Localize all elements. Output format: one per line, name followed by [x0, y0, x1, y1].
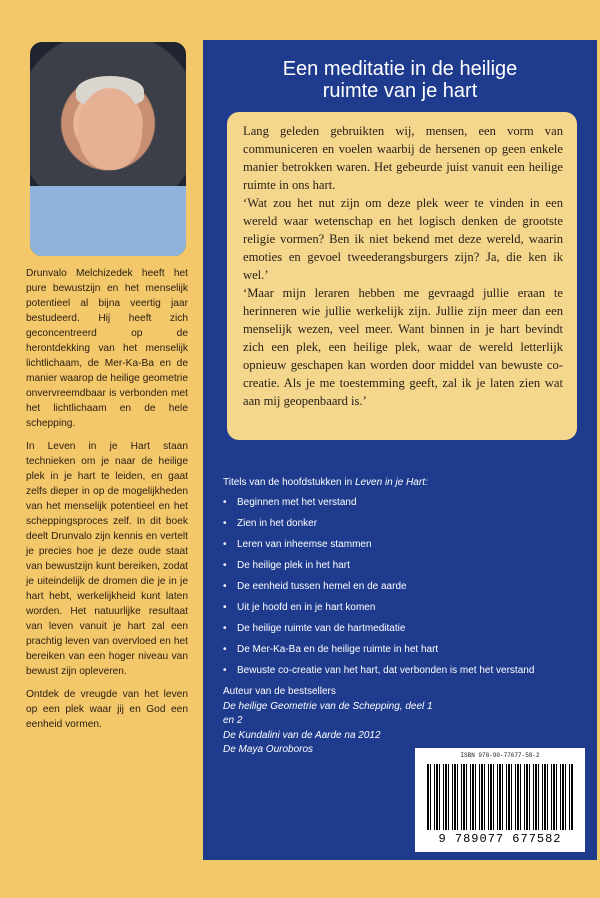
bestseller-title: De Kundalini van de Aarde na 2012 — [223, 729, 381, 741]
quote-paragraph-1: Lang geleden gebruikten wij, mensen, een vorm van communiceren en voelen waarbij de hersenen op geen enkele manier betrokken waren. Het gebeurde juist vanuit een heilige ruimte in ons hart. — [243, 124, 563, 192]
bestseller-title: De Maya Ouroboros — [223, 744, 314, 755]
bio-paragraph-2: In Leven in je Hart staan technieken om je naar de heilige plek in je hart te leiden, en gaat zelfs dieper in op de mogelijkheden van het menselijk potentieel en het scheppingsproces zelf. In dit boek deelt Drunvalo zijn kennis en vertelt je precies hoe je deze oude staat van bewustzijn kunt bereiken, zodat je uiteindelijk de dromen die je in je hart hebt, werkelijkheid kunt laten worden. Het natuurlijke resultaat van leven vanuit je hart zal een prachtig leven van overvloed en het bereiken van een hoger niveau van bewust zijn opleveren. — [26, 441, 188, 677]
bullet-icon: • — [223, 665, 227, 676]
bullet-icon: • — [223, 539, 227, 550]
bullet-icon: • — [223, 497, 227, 508]
barcode — [415, 748, 585, 852]
chapter-title: Bewuste co-creatie van het hart, dat verbonden is met het verstand — [237, 665, 535, 676]
list-item — [223, 664, 583, 678]
bullet-icon: • — [223, 518, 227, 529]
chapter-title: Zien in het donker — [237, 518, 318, 529]
back-cover-title — [203, 58, 597, 102]
author-bio — [26, 266, 188, 740]
bullet-icon: • — [223, 644, 227, 655]
bullet-icon: • — [223, 623, 227, 634]
bestsellers-heading: Auteur van de bestsellers — [223, 686, 336, 697]
bullet-icon: • — [223, 560, 227, 571]
list-item — [223, 580, 583, 594]
quote-box — [227, 112, 577, 440]
author-photo — [30, 42, 186, 256]
chapter-title: De eenheid tussen hemel en de aarde — [237, 581, 407, 592]
chapter-list — [223, 496, 583, 678]
list-item — [223, 601, 583, 615]
chapter-title: De heilige ruimte van de hartmeditatie — [237, 623, 406, 634]
title-line-2: ruimte van je hart — [322, 80, 478, 102]
chapter-title: De heilige plek in het hart — [237, 560, 350, 571]
list-item — [223, 643, 583, 657]
quote-text — [243, 122, 563, 410]
isbn-digits: 9 789077 677582 — [438, 832, 562, 846]
bullet-icon: • — [223, 602, 227, 613]
title-line-1: Een meditatie in de heilige — [282, 58, 518, 80]
photo-face — [78, 88, 142, 170]
quote-paragraph-3: ‘Maar mijn leraren hebben me gevraagd jullie eraan te herinneren wie jullie werkelijk zijn. Jullie zijn meer dan een menselijk wezen, veel meer. Want binnen in je hart bevindt zich een plek, een heilige plek, waar de wereld letterlijk opnieuw geschapen kan worden door middel van bewuste co-creatie. Als je me toestemming geeft, zal ik je laten zien wat aan mij geopenbaard is.’ — [243, 286, 563, 408]
bio-paragraph-1: Drunvalo Melchizedek heeft het pure bewustzijn en het menselijk potentieel al bijna veertig jaar bestudeerd. Hij heeft zich geconcentreerd op de herontdekking van het menselijk lichtlichaam, de Mer-Ka-Ba en de manier waarop de heilige geometrie onvervreemdbaar is verbonden met het lichtlichaam en de hele schepping. — [26, 268, 188, 429]
list-item — [223, 622, 583, 636]
bullet-icon: • — [223, 581, 227, 592]
bestseller-title: De heilige Geometrie van de Schepping, deel 1 en 2 — [223, 700, 433, 726]
chapter-title: Uit je hoofd en in je hart komen — [237, 602, 376, 613]
author-bestsellers — [223, 685, 443, 758]
chapter-title: Leren van inheemse stammen — [237, 539, 372, 550]
chapter-list-section — [223, 476, 583, 685]
photo-shirt — [30, 186, 186, 256]
left-column — [0, 0, 200, 898]
chapter-title: De Mer-Ka-Ba en de heilige ruimte in het hart — [237, 644, 439, 655]
chapters-heading-book: Leven in je Hart: — [354, 477, 428, 488]
quote-paragraph-2: ‘Wat zou het nut zijn om deze plek weer te vinden in een wereld waar wetenschap en het logisch denken de grootste religie vormen? Ben ik niet bekend met deze wereld, waarin emoties en gevoel tweederangsburgers zijn? Ja, die ken ik wel.’ — [243, 196, 563, 282]
chapters-heading — [223, 476, 583, 490]
list-item — [223, 538, 583, 552]
list-item — [223, 517, 583, 531]
barcode-bars — [427, 764, 573, 830]
list-item — [223, 559, 583, 573]
isbn-label: ISBN 978-90-77677-58-2 — [460, 752, 540, 759]
chapters-heading-text: Titels van de hoofdstukken in — [223, 477, 353, 488]
right-panel — [203, 40, 597, 860]
bio-paragraph-3: Ontdek de vreugde van het leven op een plek waar jij en God een eenheid vormen. — [26, 689, 188, 730]
chapter-title: Beginnen met het verstand — [237, 497, 357, 508]
list-item — [223, 496, 583, 510]
